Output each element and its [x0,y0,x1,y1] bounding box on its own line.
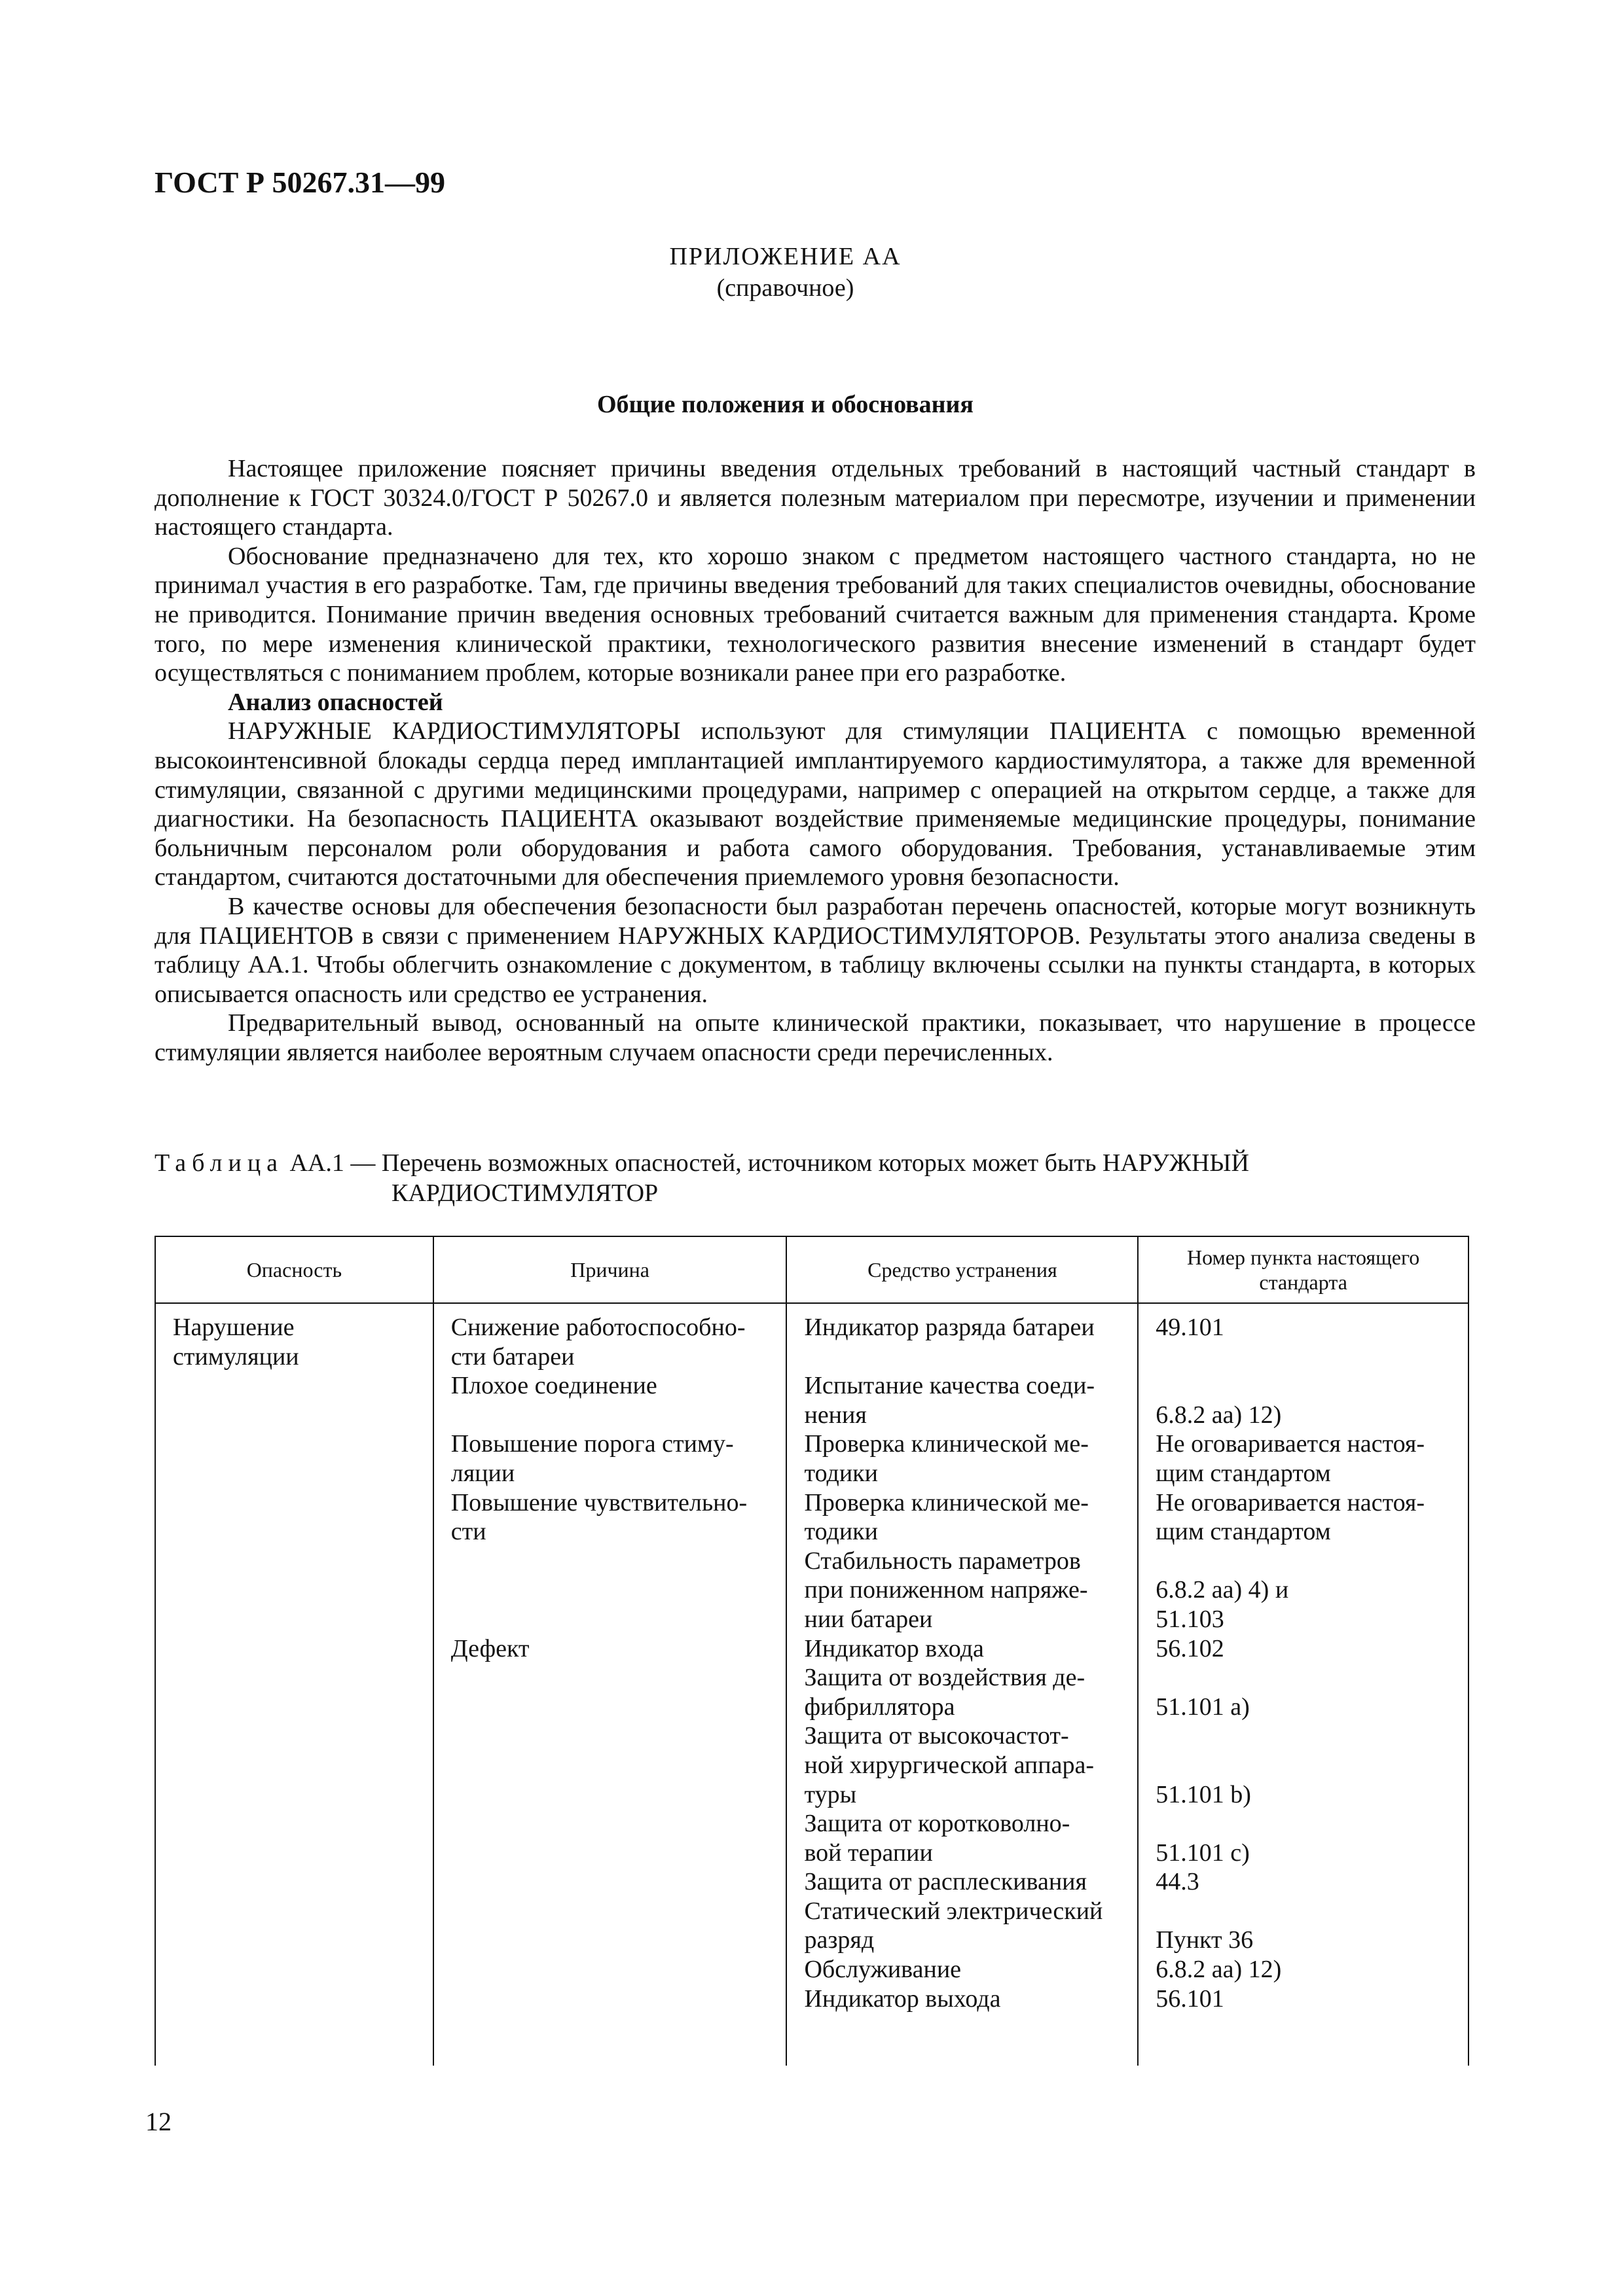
remedy-line: Защита от высокочастот- [804,1722,1069,1750]
remedy-line: туры [804,1780,857,1808]
clause-line [1156,1371,1452,1401]
remedy-line: Стабильность параметров [804,1547,1081,1575]
paragraph: В качестве основы для обеспечения безопасности был разработан перечень опасностей, которые могут возникнуть для ПАЦИЕНТОВ в связи с применением НАРУЖНЫХ КАРДИОСТИМУЛЯТОРОВ. Результаты этого анализа сведены в таблицу АА.1. Чтобы облегчить ознакомление с документом, в таблицу включены ссылки на пункты стандарта, в которых описывается опасность или средство ее устранения. [155,892,1476,1008]
hazards-table [155,1236,1469,2066]
paragraph: Настоящее приложение поясняет причины введения отдельных требований в настоящий частный стандарт в дополнение к ГОСТ 30324.0/ГОСТ Р 50267.0 и является полезным материалом при пересмотре, изучении и применении настоящего стандарта. [155,455,1476,541]
remedy-line: тодики [804,1459,878,1487]
clause-line: Не оговаривается настоя- [1156,1488,1425,1516]
remedy-line: Обслуживание [804,1956,962,1984]
clause-line [1156,1809,1452,1839]
table-caption-lead: Таблица [155,1149,284,1177]
clause-cell [1138,1303,1468,2066]
remedy-line: нии батареи [804,1605,933,1633]
clause-line: 6.8.2 aa) 12) [1156,1401,1282,1429]
remedy-line: Проверка клинической ме- [804,1488,1089,1516]
remedy-line: тодики [804,1518,878,1546]
cause-line [451,1605,771,1634]
remedy-line: фибриллятора [804,1693,955,1721]
clause-line: 56.101 [1156,1984,1224,2013]
cause-line [451,1575,771,1605]
table-caption [155,1148,1476,1208]
clause-line: Пункт 36 [1156,1926,1254,1954]
remedy-line: Защита от воздействия де- [804,1664,1085,1692]
cause-cell [433,1303,787,2066]
hazard-text: Нарушение стимуляции [173,1314,299,1371]
clause-line: 51.101 b) [1156,1780,1251,1808]
subheading: Анализ опасностей [228,688,443,716]
remedy-line: Индикатор выхода [804,1984,1001,2013]
clause-line [1156,1751,1452,1780]
remedy-line: Защита от коротковолно- [804,1810,1070,1838]
section-title: Общие положения и обоснования [596,391,974,418]
clause-line: 6.8.2 aa) 12) [1156,1956,1282,1984]
document-code: ГОСТ Р 50267.31—99 [155,166,445,199]
remedy-line: Испытание качества соеди- [804,1372,1095,1400]
clause-line: 51.101 a) [1156,1693,1250,1721]
header-clause: Номер пункта настоящего стандарта [1138,1236,1468,1303]
cause-line: сти [450,1518,486,1546]
hazard-cell [155,1303,433,2066]
header-cause: Причина [433,1236,787,1303]
paragraph: Предварительный вывод, основанный на опыте клинической практики, показывает, что нарушение в процессе стимуляции является наиболее вероятным случаем опасности среди перечисленных. [155,1009,1476,1066]
cause-line: Снижение работоспособно- [450,1314,746,1341]
remedy-line: Статический электрический [804,1897,1103,1925]
clause-line: щим стандартом [1156,1518,1331,1546]
clause-line [1156,1547,1452,1576]
clause-line [1156,1721,1452,1751]
clause-line: 51.103 [1156,1605,1224,1633]
cause-line: Плохое соединение [450,1372,657,1400]
remedy-line: вой терапии [804,1839,933,1867]
cause-line: Дефект [450,1634,530,1662]
remedy-line: нения [804,1401,867,1429]
cause-line: Повышение порога стиму- [450,1430,734,1458]
clause-line: 44.3 [1156,1868,1199,1896]
page-number: 12 [145,2107,172,2136]
cause-line [451,1401,771,1430]
clause-line: щим стандартом [1156,1459,1331,1487]
header-hazard: Опасность [155,1236,433,1303]
annex-title: ПРИЛОЖЕНИЕ АА [669,243,902,270]
body-text [155,454,1476,1067]
table-caption-text: АА.1 — Перечень возможных опасностей, источником которых может быть НАРУЖНЫЙ [289,1149,1249,1177]
cause-line: ляции [450,1459,515,1487]
remedy-line: ной хирургической аппара- [804,1751,1094,1779]
clause-line [1156,1663,1452,1693]
cause-line [451,1547,771,1576]
remedy-line [804,1342,1122,1372]
remedy-line: Индикатор входа [804,1634,984,1662]
clause-line: 56.102 [1156,1634,1224,1662]
paragraph: Обоснование предназначено для тех, кто хорошо знаком с предметом настоящего частного стандарта, но не принимал участия в его разработке. Там, где причины введения требований для таких специалистов очевидны, обоснование не приводится. Понимание причин введения основных требований считается важным для применения стандарта. Кроме того, по мере изменения клинической практики, технологического развития внесение изменений в стандарт будет осуществляться с пониманием проблем, которые возникали ранее при его разработке. [155,542,1476,687]
table-row [155,1303,1468,2066]
remedy-cell [786,1303,1138,2066]
table-caption-continuation: КАРДИОСТИМУЛЯТОР [392,1179,659,1207]
clause-line: 51.101 c) [1156,1839,1250,1867]
clause-line [1156,1342,1452,1372]
remedy-line: разряд [804,1926,875,1954]
clause-line [1156,1897,1452,1926]
remedy-line: при пониженном напряже- [804,1576,1088,1604]
clause-line: Не оговаривается настоя- [1156,1430,1425,1458]
remedy-line: Защита от расплескивания [804,1868,1087,1896]
annex-subtitle: (справочное) [716,274,854,302]
remedy-line: Индикатор разряда батареи [804,1314,1095,1341]
clause-line: 6.8.2 aa) 4) и [1156,1576,1289,1604]
table-header-row [155,1236,1468,1303]
paragraph: НАРУЖНЫЕ КАРДИОСТИМУЛЯТОРЫ используют для стимуляции ПАЦИЕНТА с помощью временной высокоинтенсивной блокады сердца перед имплантацией имплантируемого кардиостимулятора, а также для временной стимуляции, связанной с другими медицинскими процедурами, например с операцией на открытом сердце, а также для диагностики. На безопасность ПАЦИЕНТА оказывают воздействие применяемые медицинские процедуры, понимание больничным персоналом роли оборудования и работа самого оборудования. Требования, устанавливаемые этим стандартом, считаются достаточными для обеспечения приемлемого уровня безопасности. [155,717,1476,891]
header-remedy: Средство устранения [786,1236,1138,1303]
cause-line: Повышение чувствительно- [450,1488,748,1516]
remedy-line: Проверка клинической ме- [804,1430,1089,1458]
cause-line: сти батареи [450,1342,575,1371]
clause-line: 49.101 [1156,1314,1224,1341]
